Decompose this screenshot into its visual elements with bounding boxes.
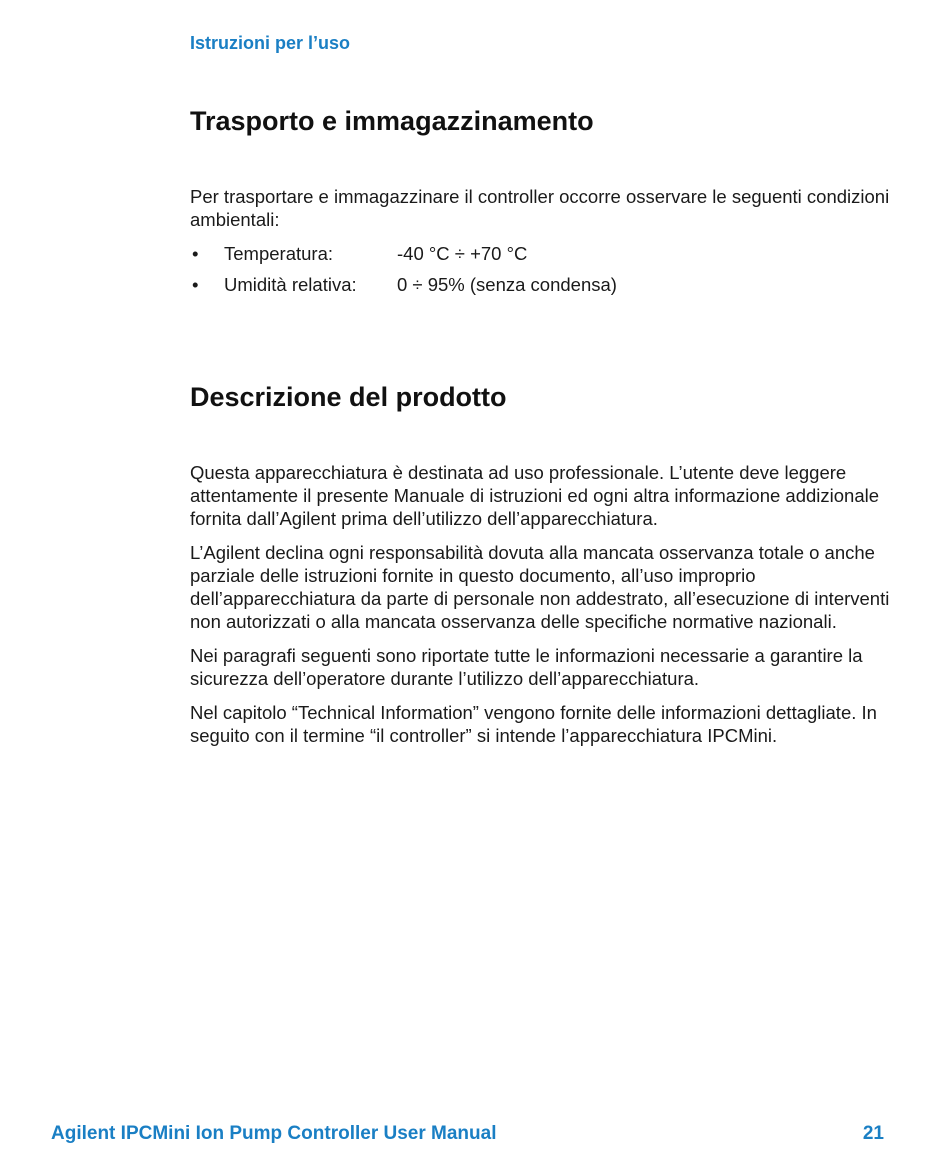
conditions-list xyxy=(190,242,910,304)
transport-section-body xyxy=(190,185,910,304)
description-paragraph: Questa apparecchiatura è destinata ad uso professionale. L’utente deve leggere attentamente il presente Manuale di istruzioni ed ogni altra informazione addizionale fornita dall’Agilent prima dell’utilizzo dell’apparecchiatura. xyxy=(190,462,880,529)
transport-intro-paragraph: Per trasportare e immagazzinare il controller occorre osservare le seguenti condizioni ambientali: xyxy=(190,186,890,230)
description-section-body xyxy=(190,461,910,758)
condition-value: -40 °C ÷ +70 °C xyxy=(397,243,528,264)
condition-item-temperature xyxy=(190,242,910,273)
condition-label: Temperatura: xyxy=(224,243,333,264)
condition-label: Umidità relativa: xyxy=(224,274,357,295)
bullet-icon: • xyxy=(192,243,199,264)
description-paragraph: L’Agilent declina ogni responsabilità dovuta alla mancata osservanza totale o anche parziale delle istruzioni fornite in questo documento, all’uso improprio dell’apparecchiatura da parte di personale non addestrato, all’esecuzione di interventi non autorizzati o alla mancata osservanza delle specifiche normative nazionali. xyxy=(190,542,890,632)
section-title-transport: Trasporto e immagazzinamento xyxy=(190,106,594,136)
condition-value: 0 ÷ 95% (senza condensa) xyxy=(397,274,617,295)
condition-item-humidity xyxy=(190,273,910,304)
bullet-icon: • xyxy=(192,274,199,295)
running-header: Istruzioni per l’uso xyxy=(190,33,351,53)
footer-manual-title: Agilent IPCMini Ion Pump Controller User Manual xyxy=(51,1123,497,1144)
section-title-description: Descrizione del prodotto xyxy=(190,382,507,412)
footer-page-number: 21 xyxy=(862,1123,884,1144)
description-paragraph: Nei paragrafi seguenti sono riportate tutte le informazioni necessarie a garantire la sicurezza dell’operatore durante l’utilizzo dell’apparecchiatura. xyxy=(190,645,863,689)
description-paragraph: Nel capitolo “Technical Information” vengono fornite delle informazioni dettagliate. In seguito con il termine “il controller” si intende l’apparecchiatura IPCMini. xyxy=(190,702,877,746)
